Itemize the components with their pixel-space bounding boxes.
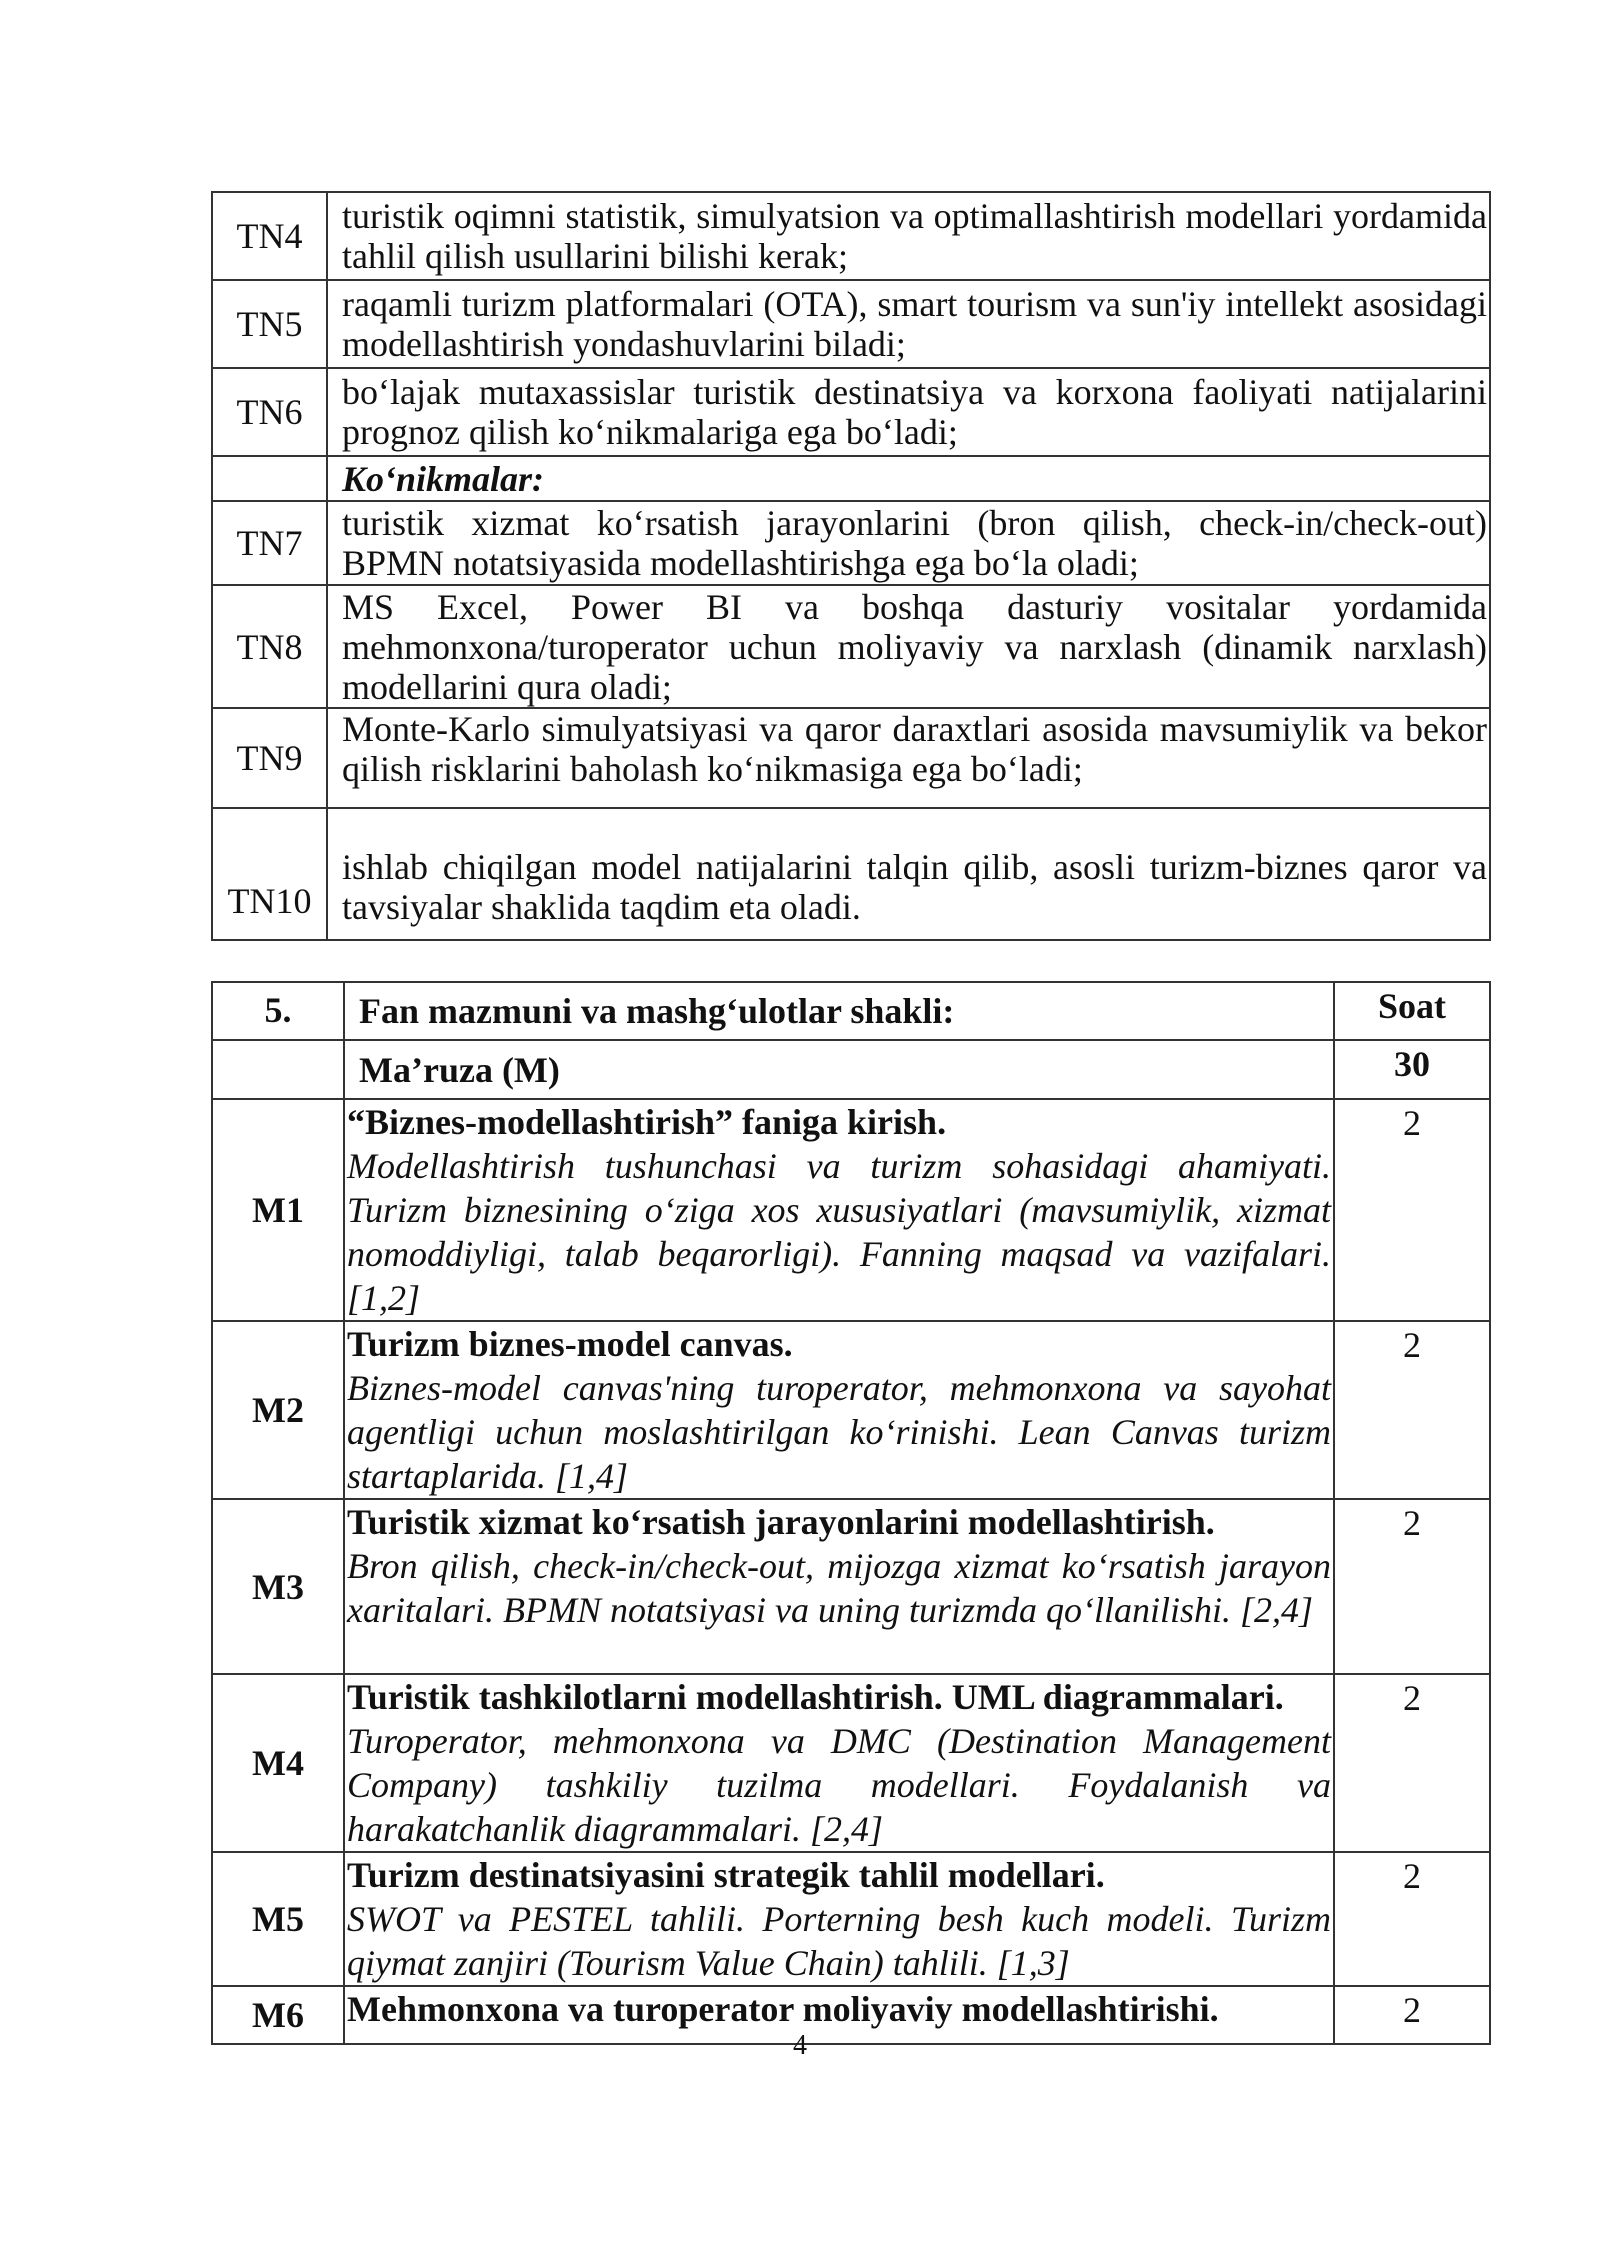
skills-heading-text: Ko‘nikmalar:: [342, 458, 545, 499]
competency-code: TN5: [212, 280, 327, 368]
course-content-table: [211, 981, 1491, 2045]
lecture-title: Turizm biznes-model canvas.: [347, 1324, 793, 1364]
lecture-title: “Biznes-modellashtirish” faniga kirish.: [347, 1102, 947, 1142]
lecture-description: SWOT va PESTEL tahlili. Porterning besh kuch modeli. Turizm qiymat zanjiri (Tourism Value Chain) tahlili. [1,3]: [347, 1899, 1331, 1983]
competency-code: TN7: [212, 501, 327, 585]
table-row: [212, 1321, 1490, 1499]
competency-text: bo‘lajak mutaxassislar turistik destinatsiya va korxona faoliyati natijalarini prognoz qilish ko‘nikmalariga ega bo‘ladi;: [327, 368, 1490, 456]
table-row: [212, 1852, 1490, 1986]
hours-header: Soat: [1334, 982, 1490, 1040]
competency-code: TN9: [212, 708, 327, 808]
lecture-content: [344, 1674, 1334, 1852]
competency-text: turistik oqimni statistik, simulyatsion va optimallashtirish modellari yordamida tahlil qilish usullarini bilishi kerak;: [327, 192, 1490, 280]
competency-text: turistik xizmat ko‘rsatish jarayonlarini (bron qilish, check-in/check-out) BPMN notatsiyasida modellashtirishga ega bo‘la oladi;: [327, 501, 1490, 585]
page-number: 4: [793, 2030, 807, 2061]
lecture-title: Mehmonxona va turoperator moliyaviy modellashtirishi.: [347, 1989, 1219, 2029]
lecture-description: Bron qilish, check-in/check-out, mijozga xizmat ko‘rsatish jarayon xaritalari. BPMN notatsiyasi va uning turizmda qo‘llanilishi. [2,4]: [347, 1546, 1331, 1630]
lecture-description: Modellashtirish tushunchasi va turizm sohasidagi ahamiyati. Turizm biznesining o‘ziga xos xususiyatlari (mavsumiylik, xizmat nomoddiyligi, talab beqarorligi). Fanning maqsad va vazifalari. [1,2]: [347, 1146, 1331, 1318]
lecture-code: M5: [212, 1852, 344, 1986]
skills-heading: [327, 456, 1490, 501]
lecture-hours: 2: [1334, 1852, 1490, 1986]
table-row: [212, 368, 1490, 456]
lecture-description: Turoperator, mehmonxona va DMC (Destination Management Company) tashkiliy tuzilma modellari. Foydalanish va harakatchanlik diagrammalari. [2,4]: [347, 1721, 1331, 1849]
lecture-content: [344, 1321, 1334, 1499]
table-row: [212, 1040, 1490, 1099]
competency-code: TN6: [212, 368, 327, 456]
table-row: [212, 501, 1490, 585]
lecture-code: M2: [212, 1321, 344, 1499]
table-row: [212, 1674, 1490, 1852]
table-row: [212, 456, 1490, 501]
table-row: [212, 192, 1490, 280]
table-header-row: [212, 982, 1490, 1040]
table-row: [212, 585, 1490, 708]
table-row: [212, 280, 1490, 368]
section-title: Fan mazmuni va mashg‘ulotlar shakli:: [344, 982, 1334, 1040]
empty-cell: [212, 456, 327, 501]
lecture-hours: 2: [1334, 1321, 1490, 1499]
lecture-title: Turistik tashkilotlarni modellashtirish. UML diagrammalari.: [347, 1677, 1284, 1717]
lecture-content: [344, 1852, 1334, 1986]
competency-code: TN8: [212, 585, 327, 708]
table-row: [212, 1499, 1490, 1674]
lecture-hours: 2: [1334, 1099, 1490, 1321]
lecture-code: M6: [212, 1986, 344, 2044]
lecture-title: Turizm destinatsiyasini strategik tahlil modellari.: [347, 1855, 1105, 1895]
lecture-title: Turistik xizmat ko‘rsatish jarayonlarini modellashtirish.: [347, 1502, 1215, 1542]
competency-text: Monte-Karlo simulyatsiyasi va qaror daraxtlari asosida mavsumiylik va bekor qilish risklarini baholash ko‘nikmasiga ega bo‘ladi;: [327, 708, 1490, 808]
lectures-label: Ma’ruza (M): [344, 1040, 1334, 1099]
empty-cell: [212, 1040, 344, 1099]
table-row: [212, 808, 1490, 940]
lecture-hours: 2: [1334, 1674, 1490, 1852]
lectures-total-hours: 30: [1334, 1040, 1490, 1099]
competency-text: raqamli turizm platformalari (OTA), smart tourism va sun'iy intellekt asosidagi modellashtirish yondashuvlarini biladi;: [327, 280, 1490, 368]
lecture-hours: 2: [1334, 1986, 1490, 2044]
competency-text: MS Excel, Power BI va boshqa dasturiy vositalar yordamida mehmonxona/turoperator uchun moliyaviy va narxlash (dinamik narxlash) modellarini qura oladi;: [327, 585, 1490, 708]
competency-code: TN10: [212, 808, 327, 940]
lecture-hours: 2: [1334, 1499, 1490, 1674]
lecture-description: Biznes-model canvas'ning turoperator, mehmonxona va sayohat agentligi uchun moslashtirilgan ko‘rinishi. Lean Canvas turizm startaplarida. [1,4]: [347, 1368, 1331, 1496]
lecture-code: M3: [212, 1499, 344, 1674]
lecture-code: M1: [212, 1099, 344, 1321]
lecture-code: M4: [212, 1674, 344, 1852]
lecture-content: [344, 1499, 1334, 1674]
competencies-table: [211, 191, 1491, 941]
competency-code: TN4: [212, 192, 327, 280]
table-row: [212, 708, 1490, 808]
lecture-content: [344, 1099, 1334, 1321]
competency-text: ishlab chiqilgan model natijalarini talqin qilib, asosli turizm-biznes qaror va tavsiyalar shaklida taqdim eta oladi.: [327, 808, 1490, 940]
section-number: 5.: [212, 982, 344, 1040]
table-row: [212, 1099, 1490, 1321]
